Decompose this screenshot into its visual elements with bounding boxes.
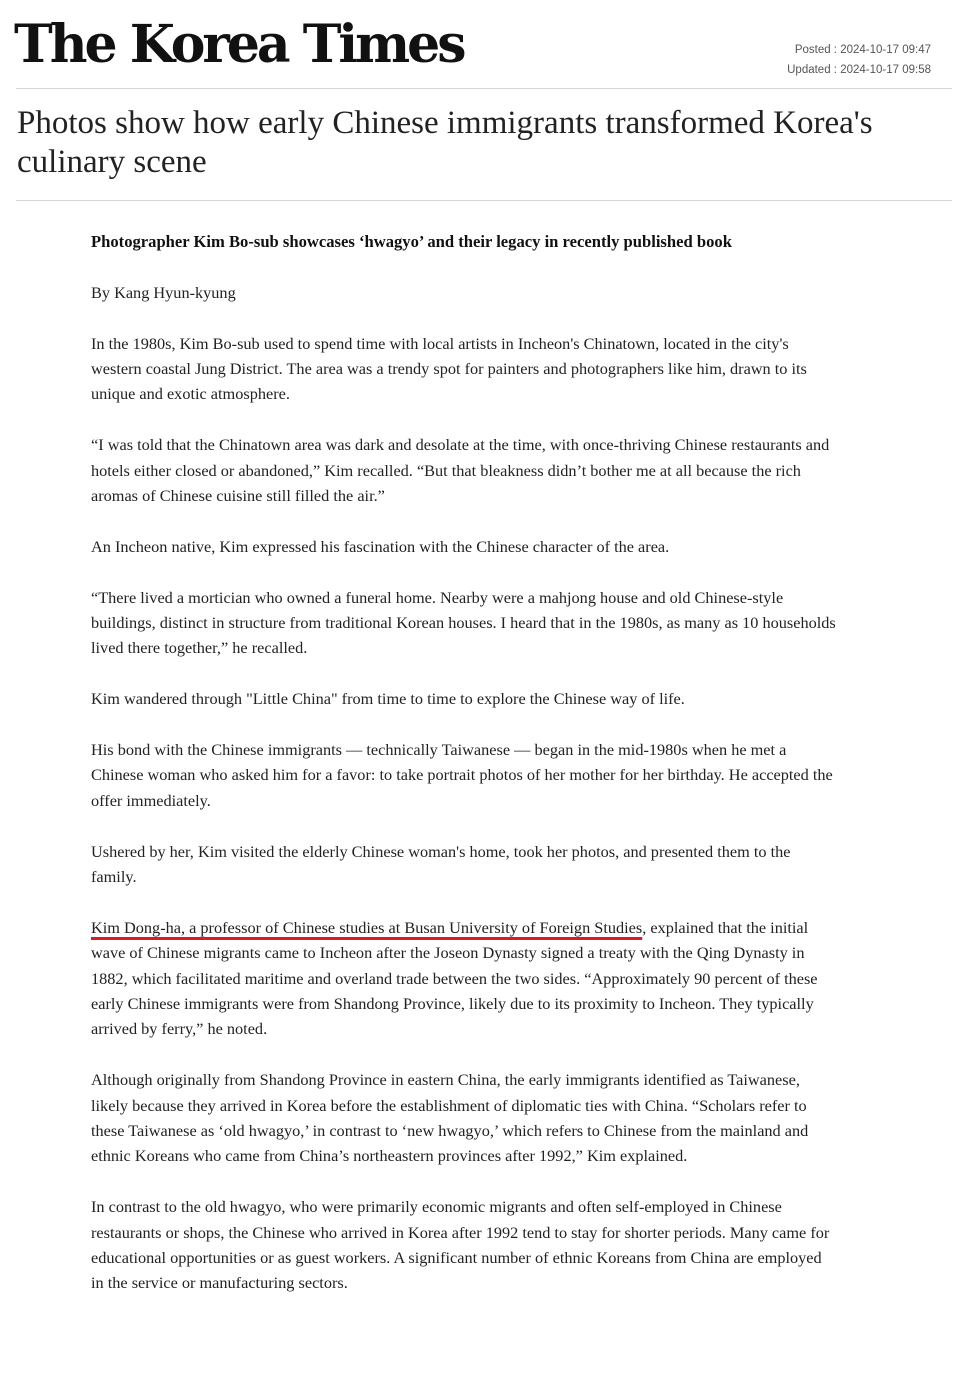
posted-date: Posted : 2024-10-17 09:47 (794, 44, 931, 56)
article-timestamps (787, 40, 931, 80)
article-byline: By Kang Hyun-kyung (91, 282, 236, 302)
article-headline: Photos show how early Chinese immigrants transformed Korea's culinary scene (17, 105, 873, 180)
article-paragraph: “There lived a mortician who owned a funeral home. Nearby were a mahjong house and old Chinese-style buildings, distinct in structure from traditional Korean houses. I heard that in the 1980s, as many as 10 households lived there together,” he recalled. (91, 587, 836, 658)
article-paragraph: Although originally from Shandong Province in eastern China, the early immigrants identified as Taiwanese, likely because they arrived in Korea before the establishment of diplomatic ties with China. “Scholars refer to these Taiwanese as ‘old hwagyo,’ in contrast to ‘new hwagyo,’ which refers to Chinese from the mainland and ethnic Koreans who came from China’s northeastern provinces after 1992,” Kim explained. (91, 1070, 809, 1166)
article-paragraph: An Incheon native, Kim expressed his fascination with the Chinese character of the area. (91, 536, 670, 556)
article-paragraph: In contrast to the old hwagyo, who were primarily economic migrants and often self-employed in Chinese restaurants or shops, the Chinese who arrived in Korea after 1992 tend to stay for shorter periods. Many came for educational opportunities or as guest workers. A significant number of ethnic Koreans from China are employed in the service or manufacturing sectors. (91, 1197, 830, 1293)
highlighted-phrase: Kim Dong-ha, a professor of Chinese studies at Busan University of Foreign Studies (91, 917, 643, 937)
updated-date: Updated : 2024-10-17 09:58 (787, 64, 931, 76)
article-paragraph: “I was told that the Chinatown area was dark and desolate at the time, with once-thriving Chinese restaurants and hotels either closed or abandoned,” Kim recalled. “But that bleakness didn’t bother me at all because the rich aromas of Chinese cuisine still filled the air.” (91, 435, 830, 506)
headline-divider (16, 200, 952, 201)
site-logo[interactable]: The Korea Times (14, 14, 464, 75)
article-subheadline: Photographer Kim Bo-sub showcases ‘hwagyo’ and their legacy in recently published book (91, 232, 732, 251)
article-paragraph: Kim wandered through "Little China" from time to time to explore the Chinese way of life. (91, 689, 685, 709)
article-paragraph (91, 915, 836, 1042)
paragraph-text: , explained that the initial wave of Chinese migrants came to Incheon after the Joseon Dynasty signed a treaty with the Qing Dynasty in 1882, which facilitated maritime and overland trade between the two sides. “Approximately 90 percent of these early Chinese immigrants were from Shandong Province, likely due to its proximity to Incheon. They typically arrived by ferry,” he noted. (91, 917, 818, 1039)
article-paragraph: His bond with the Chinese immigrants — technically Taiwanese — began in the mid-1980s when he met a Chinese woman who asked him for a favor: to take portrait photos of her mother for her birthday. He accepted the offer immediately. (91, 740, 833, 810)
header-divider (16, 88, 952, 89)
article-body (91, 229, 836, 1321)
article-paragraph: Ushered by her, Kim visited the elderly Chinese woman's home, took her photos, and presented them to the family. (91, 841, 791, 887)
article-paragraph: In the 1980s, Kim Bo-sub used to spend time with local artists in Incheon's Chinatown, located in the city's western coastal Jung District. The area was a trendy spot for painters and photographers like him, drawn to its unique and exotic atmosphere. (91, 333, 807, 404)
